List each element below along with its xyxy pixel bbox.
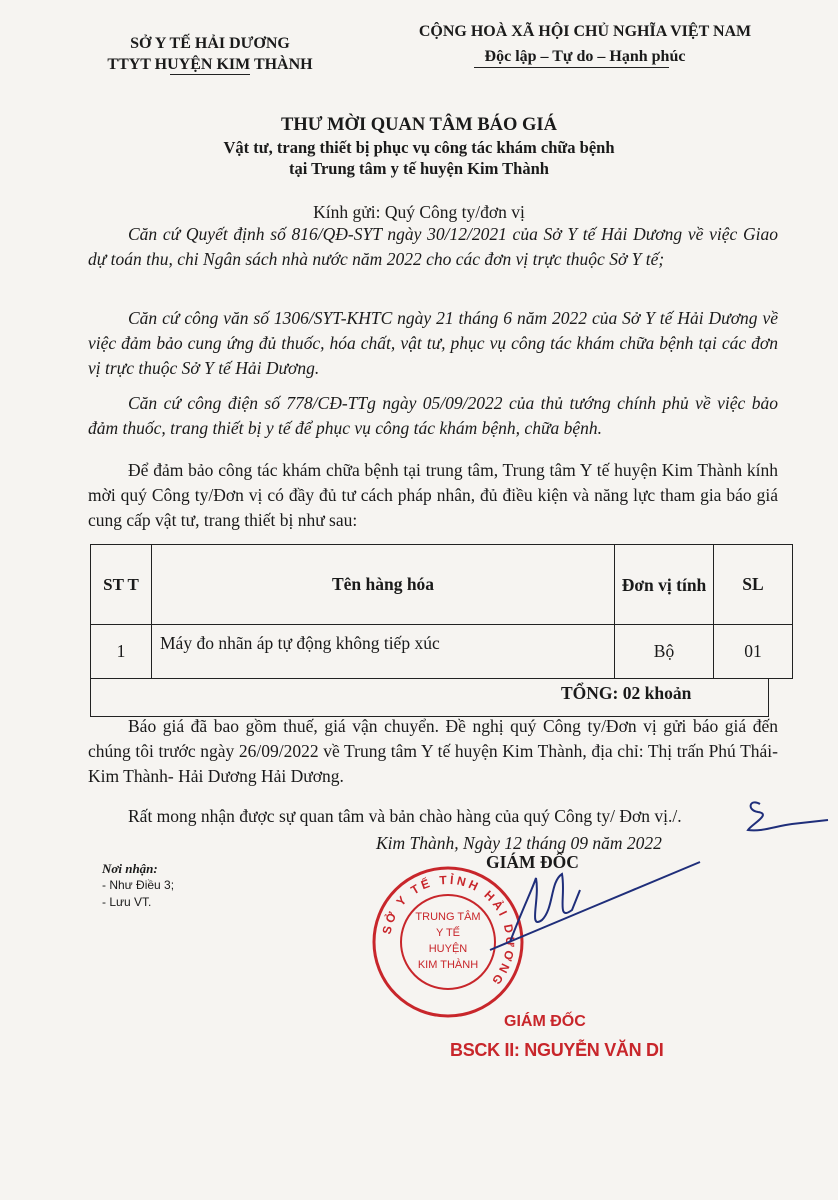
row-index: 1	[91, 625, 152, 679]
total-row	[90, 678, 769, 717]
table-row	[91, 625, 793, 679]
quotation-note: Báo giá đã bao gồm thuế, giá vận chuyển. Đề nghị quý Công ty/Đơn vị gửi báo giá đến chúng tôi trước ngày 26/09/2022 về Trung tâm Y tế huyện Kim Thành, địa chỉ: Thị trấn Phú Thái- Kim Thành- Hải Dương Hải Dương.	[88, 716, 778, 786]
recipient-item: - Lưu VT.	[102, 895, 152, 909]
closing-line: Rất mong nhận được sự quan tâm và bản chào hàng của quý Công ty/ Đơn vị./.	[128, 806, 682, 826]
row-quantity: 01	[714, 625, 793, 679]
header-quantity: SL	[714, 545, 793, 625]
basis-paragraph-2: Căn cứ công văn số 1306/SYT-KHTC ngày 21 tháng 6 năm 2022 của Sở Y tế Hải Dương về việc đảm bảo cung ứng đủ thuốc, hóa chất, vật tư, phục vụ công tác khám chữa bệnh tại các đơn vị trực thuộc Sở Y tế Hải Dương.	[88, 308, 778, 378]
initial-mark	[742, 796, 832, 840]
nation-line-1: CỘNG HOÀ XÃ HỘI CHỦ NGHĨA VIỆT NAM	[418, 23, 752, 40]
total-label: TỔNG: 02 khoản	[561, 683, 692, 703]
goods-table	[90, 544, 793, 679]
org-header	[100, 34, 320, 74]
basis-paragraph-3: Căn cứ công điện số 778/CĐ-TTg ngày 05/09/2022 của thủ tướng chính phủ về việc bảo đảm thuốc, trang thiết bị y tế để phục vụ công tác khám bệnh, chữa bệnh.	[88, 393, 778, 438]
org-line-2: TTYT HUYỆN KIM THÀNH	[107, 56, 313, 73]
date-line: Kim Thành, Ngày 12 tháng 09 năm 2022	[376, 833, 662, 853]
stamp-center-line: HUYỆN	[428, 943, 468, 955]
signer-title: GIÁM ĐỐC	[486, 852, 579, 872]
document-subtitle-1: Vật tư, trang thiết bị phục vụ công tác khám chữa bệnh	[223, 138, 615, 157]
org-line-1: SỞ Y TẾ HẢI DƯƠNG	[130, 35, 290, 52]
recipients-label: Nơi nhận:	[102, 861, 158, 876]
recipients	[102, 860, 174, 911]
handwritten-signature	[470, 850, 730, 960]
nation-header	[392, 22, 778, 66]
row-item-name: Máy đo nhãn áp tự động không tiếp xúc	[152, 625, 615, 679]
stamp-center-line: KIM THÀNH	[417, 959, 479, 971]
header-unit: Đơn vị tính	[615, 545, 714, 625]
stamp-center-line: TRUNG TÂM	[415, 911, 481, 923]
stamp-center-line: Y TẾ	[435, 927, 461, 939]
invitation-paragraph: Để đảm bảo công tác khám chữa bệnh tại trung tâm, Trung tâm Y tế huyện Kim Thành kính mời quý Công ty/Đơn vị có đầy đủ tư cách pháp nhân, đủ điều kiện và năng lực tham gia báo giá cung cấp vật tư, trang thiết bị như sau:	[88, 460, 778, 530]
basis-paragraph-1: Căn cứ Quyết định số 816/QĐ-SYT ngày 30/12/2021 của Sở Y tế Hải Dương về việc Giao dự toán thu, chi Ngân sách nhà nước năm 2022 cho các đơn vị trực thuộc Sở Y tế;	[88, 224, 778, 269]
document-title: THƯ MỜI QUAN TÂM BÁO GIÁ	[281, 115, 557, 135]
stamp-ring-text: SỞ Y TẾ TỈNH HẢI DƯƠNG	[379, 872, 518, 990]
row-unit: Bộ	[615, 625, 714, 679]
recipient-item: - Như Điều 3;	[102, 878, 175, 892]
org-underline	[170, 74, 250, 75]
signature-title-stamp: GIÁM ĐỐC	[504, 1013, 586, 1030]
nation-line-2: Độc lập – Tự do – Hạnh phúc	[484, 48, 686, 65]
greeting: Kính gửi: Quý Công ty/đơn vị	[313, 202, 525, 222]
signer-name: BSCK II: NGUYỄN VĂN DI	[450, 1040, 664, 1060]
header-item-name: Tên hàng hóa	[152, 545, 615, 625]
document-subtitle-2: tại Trung tâm y tế huyện Kim Thành	[289, 159, 549, 178]
table-header-row	[91, 545, 793, 625]
nation-underline	[474, 67, 669, 68]
header-stt: ST T	[91, 545, 152, 625]
